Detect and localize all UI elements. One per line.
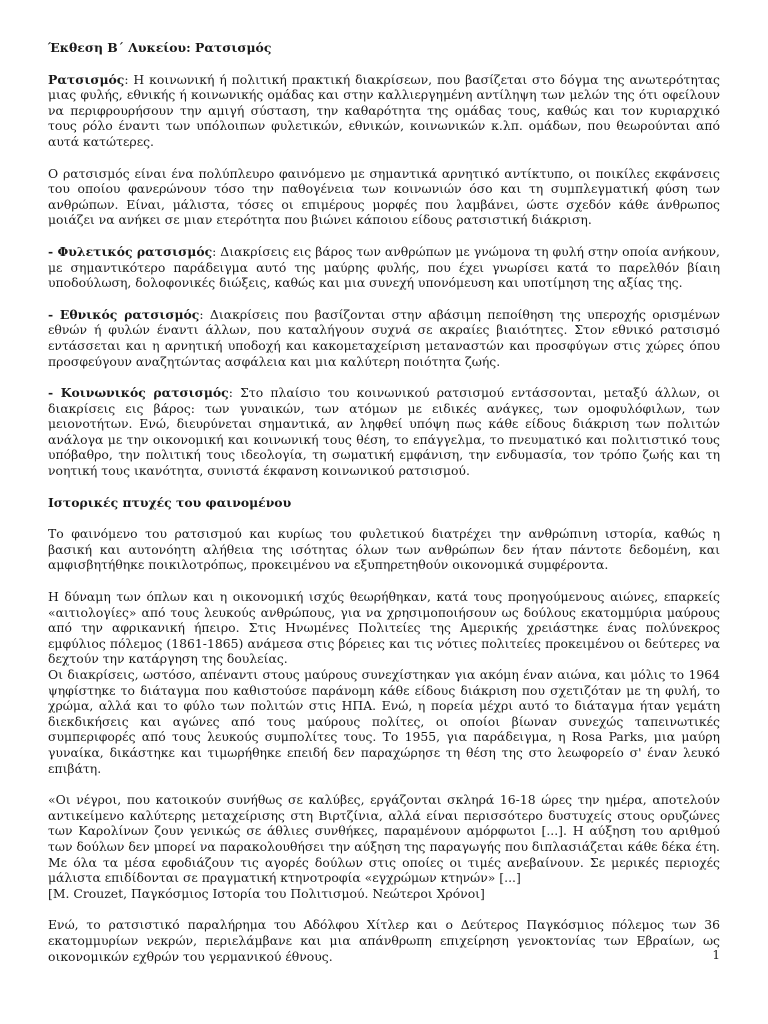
social-racism-paragraph [48,385,720,479]
history-paragraph-1: Το φαινόμενο του ρατσισμού και κυρίως του φυλετικού διατρέχει την ανθρώπινη ιστορία, καθώς η βασική και αυτονόητη αλήθεια της ισότητας όλων των ανθρώπων δεν ήταν πάντοτε δεδομένη, και αμφισβητήθηκε ποικιλοτρόπως, προκειμένου να εξυπηρετηθούν οικονομικά συμφέροντα. [48,526,720,573]
social-racism-text: : Στο πλαίσιο του κοινωνικού ρατσισμού εντάσσονται, μεταξύ άλλων, οι διακρίσεις εις βάρος: των γυναικών, των ατόμων με ειδικές ανάγκες, των ομοφυλόφιλων, των μειονοτήτων. Ενώ, διευρύνεται σημαντικά, αν ληφθεί υπόψη πως κάθε είδους διάκριση των πολιτών ανάλογα με την οικονομική και κοινωνική τους θέση, το επάγγελμα, το πνευματικό και πολιτιστικό τους υπόβαθρο, την πολιτική τους ιδεολογία, τη σωματική εμφάνιση, την ενδυμασία, τον τρόπο ζωής και τη νοητική τους ικανότητα, συνιστά έκφανση κοινωνικού ρατσισμού. [48,385,721,479]
page-number: 1 [712,948,720,962]
definition-term: Ρατσισμός [48,71,125,87]
definition-paragraph [48,72,720,150]
national-racism-paragraph [48,307,720,369]
national-racism-text: : Διακρίσεις που βασίζονται στην αβάσιμη πεποίθηση της υπεροχής ορισμένων εθνών ή φυλών έναντι άλλων, που καταλήγουν συχνά σε ακραίες βιαιότητες. Στον εθνικό ρατσισμό εντάσσεται και η αρνητική υποδοχή και κακομεταχείριση μεταναστών και προσφύγων στις χώρες όπου προσφεύγουν αναζητώντας ασφάλεια και μια καλύτερη ποιότητα ζωής. [48,306,720,369]
history-heading: Ιστορικές πτυχές του φαινομένου [48,494,292,510]
document-title: Έκθεση Β΄ Λυκείου: Ρατσισμός [48,40,272,55]
racial-racism-text: : Διακρίσεις εις βάρος των ανθρώπων με γνώμονα τη φυλή στην οποία ανήκουν, με σημαντικότερο παράδειγμα αυτό της μαύρης φυλής, που έχει γνωρίσει κατά το παρελθόν βίαιη υποδούλωση, δολοφονικές διώξεις, καθώς και μια συνεχή υπονόμευση και υποτίμηση της αξίας της. [48,243,720,291]
national-racism-term: - Εθνικός ρατσισμός [48,306,200,322]
history-paragraph-3: Οι διακρίσεις, ωστόσο, απέναντι στους μαύρους συνεχίστηκαν για ακόμη έναν αιώνα, και μόλις το 1964 ψηφίστηκε το διάταγμα που καθιστούσε παράνομη κάθε είδους διάκριση που σχετιζόταν με τη φυλή, το χρώμα, αλλά και το φύλο των πολιτών στις ΗΠΑ. Ενώ, η πορεία μέχρι αυτό το διάταγμα ήταν γεμάτη διεκδικήσεις και αγώνες από τους μαύρους πολίτες, οι οποίοι βίωναν συνεχώς ταπεινωτικές συμπεριφορές από τους λευκούς συμπολίτες τους. Το 1955, για παράδειγμα, η Rosa Parks, μια μαύρη γυναίκα, δικάστηκε και τιμωρήθηκε επειδή δεν παραχώρησε τη θέση της στο λεωφορείο σ' έναν λευκό επιβάτη. [48,667,720,776]
racial-racism-term: - Φυλετικός ρατσισμός [48,243,213,259]
history-paragraph-4: Ενώ, το ρατσιστικό παραλήρημα του Αδόλφου Χίτλερ και ο Δεύτερος Παγκόσμιος πόλεμος των 36 εκατομμυρίων νεκρών, περιελάμβανε και μια απάνθρωπη επιχείρηση γενοκτονίας των Εβραίων, ως οικονομικών εχθρών του γερμανικού έθνους. [48,917,720,964]
definition-text: : Η κοινωνική ή πολιτική πρακτική διακρίσεων, που βασίζεται στο δόγμα της ανωτερότητας μιας φυλής, εθνικής ή κοινωνικής ομάδας και στην καλλιεργημένη αντίληψη των μελών της ότι οφείλουν να περιφρουρήσουν την αμιγή σύσταση, την καθαρότητα της ομάδας τους, καθώς και τον κυριαρχικό τους ρόλο έναντι των υπόλοιπων φυλετικών, εθνικών, κοινωνικών κ.λπ. ομάδων, που θεωρούνται από αυτά κατώτερες. [48,71,720,149]
social-racism-term: - Κοινωνικός ρατσισμός [48,385,229,401]
intro-paragraph: Ο ρατσισμός είναι ένα πολύπλευρο φαινόμενο με σημαντικά αρνητικό αντίκτυπο, οι ποικίλες εκφάνσεις του οποίου φανερώνουν τόσο την παθογένεια των κοινωνιών όσο και τη συμπλεγματική φύση των ανθρώπων. Είναι, μάλιστα, τόσες οι επιμέρους μορφές που λαμβάνει, ώστε σχεδόν κάθε άνθρωπος μοιάζει να ανήκει σε μιαν ετερότητα που βιώνει κάποιου είδους ρατσιστική διάκριση. [48,165,720,228]
quote-paragraph: «Οι νέγροι, που κατοικούν συνήθως σε καλύβες, εργάζονται σκληρά 16-18 ώρες την ημέρα, αποτελούν αντικείμενο καλύτερης μεταχείρισης στη Βιρτζίνια, αλλά είναι περισσότερο δυστυχείς στους ορυζώνες των Καρολίνων ζουν γενικώς σε άθλιες συνθήκες, παραμένουν αμόρφωτοι [...]. Η αύξηση του αριθμού των δούλων δεν μπορεί να παρακολουθήσει την αύξηση της παραγωγής που διπλασιάζεται κάθε δέκα έτη. Με όλα τα μέσα εφοδιάζουν τις αγορές δούλων στις οποίες οι τιμές ανεβαίνουν. Σε μερικές περιοχές μάλιστα επιδίδονται σε πραγματική κτηνοτροφία «εγχρώμων κτηνών» [...] [48,792,720,886]
history-paragraph-2: Η δύναμη των όπλων και η οικονομική ισχύς θεωρήθηκαν, κατά τους προηγούμενους αιώνες, επαρκείς «αιτιολογίες» από τους λευκούς ανθρώπους, για να χρησιμοποιήσουν ως δούλους εκατομμύρια μαύρους από την αφρικανική ήπειρο. Στις Ηνωμένες Πολιτείες της Αμερικής χρειάστηκε ένας πολύνεκρος εμφύλιος πόλεμος (1861-1865) ανάμεσα στις βόρειες και τις νότιες πολιτείες προκειμένου οι δεύτερες να δεχτούν την κατάργηση της δουλείας. [48,589,720,667]
quote-citation: [M. Crouzet, Παγκόσμιος Ιστορία του Πολιτισμού. Νεώτεροι Χρόνοι] [48,885,485,901]
racial-racism-paragraph [48,244,720,291]
